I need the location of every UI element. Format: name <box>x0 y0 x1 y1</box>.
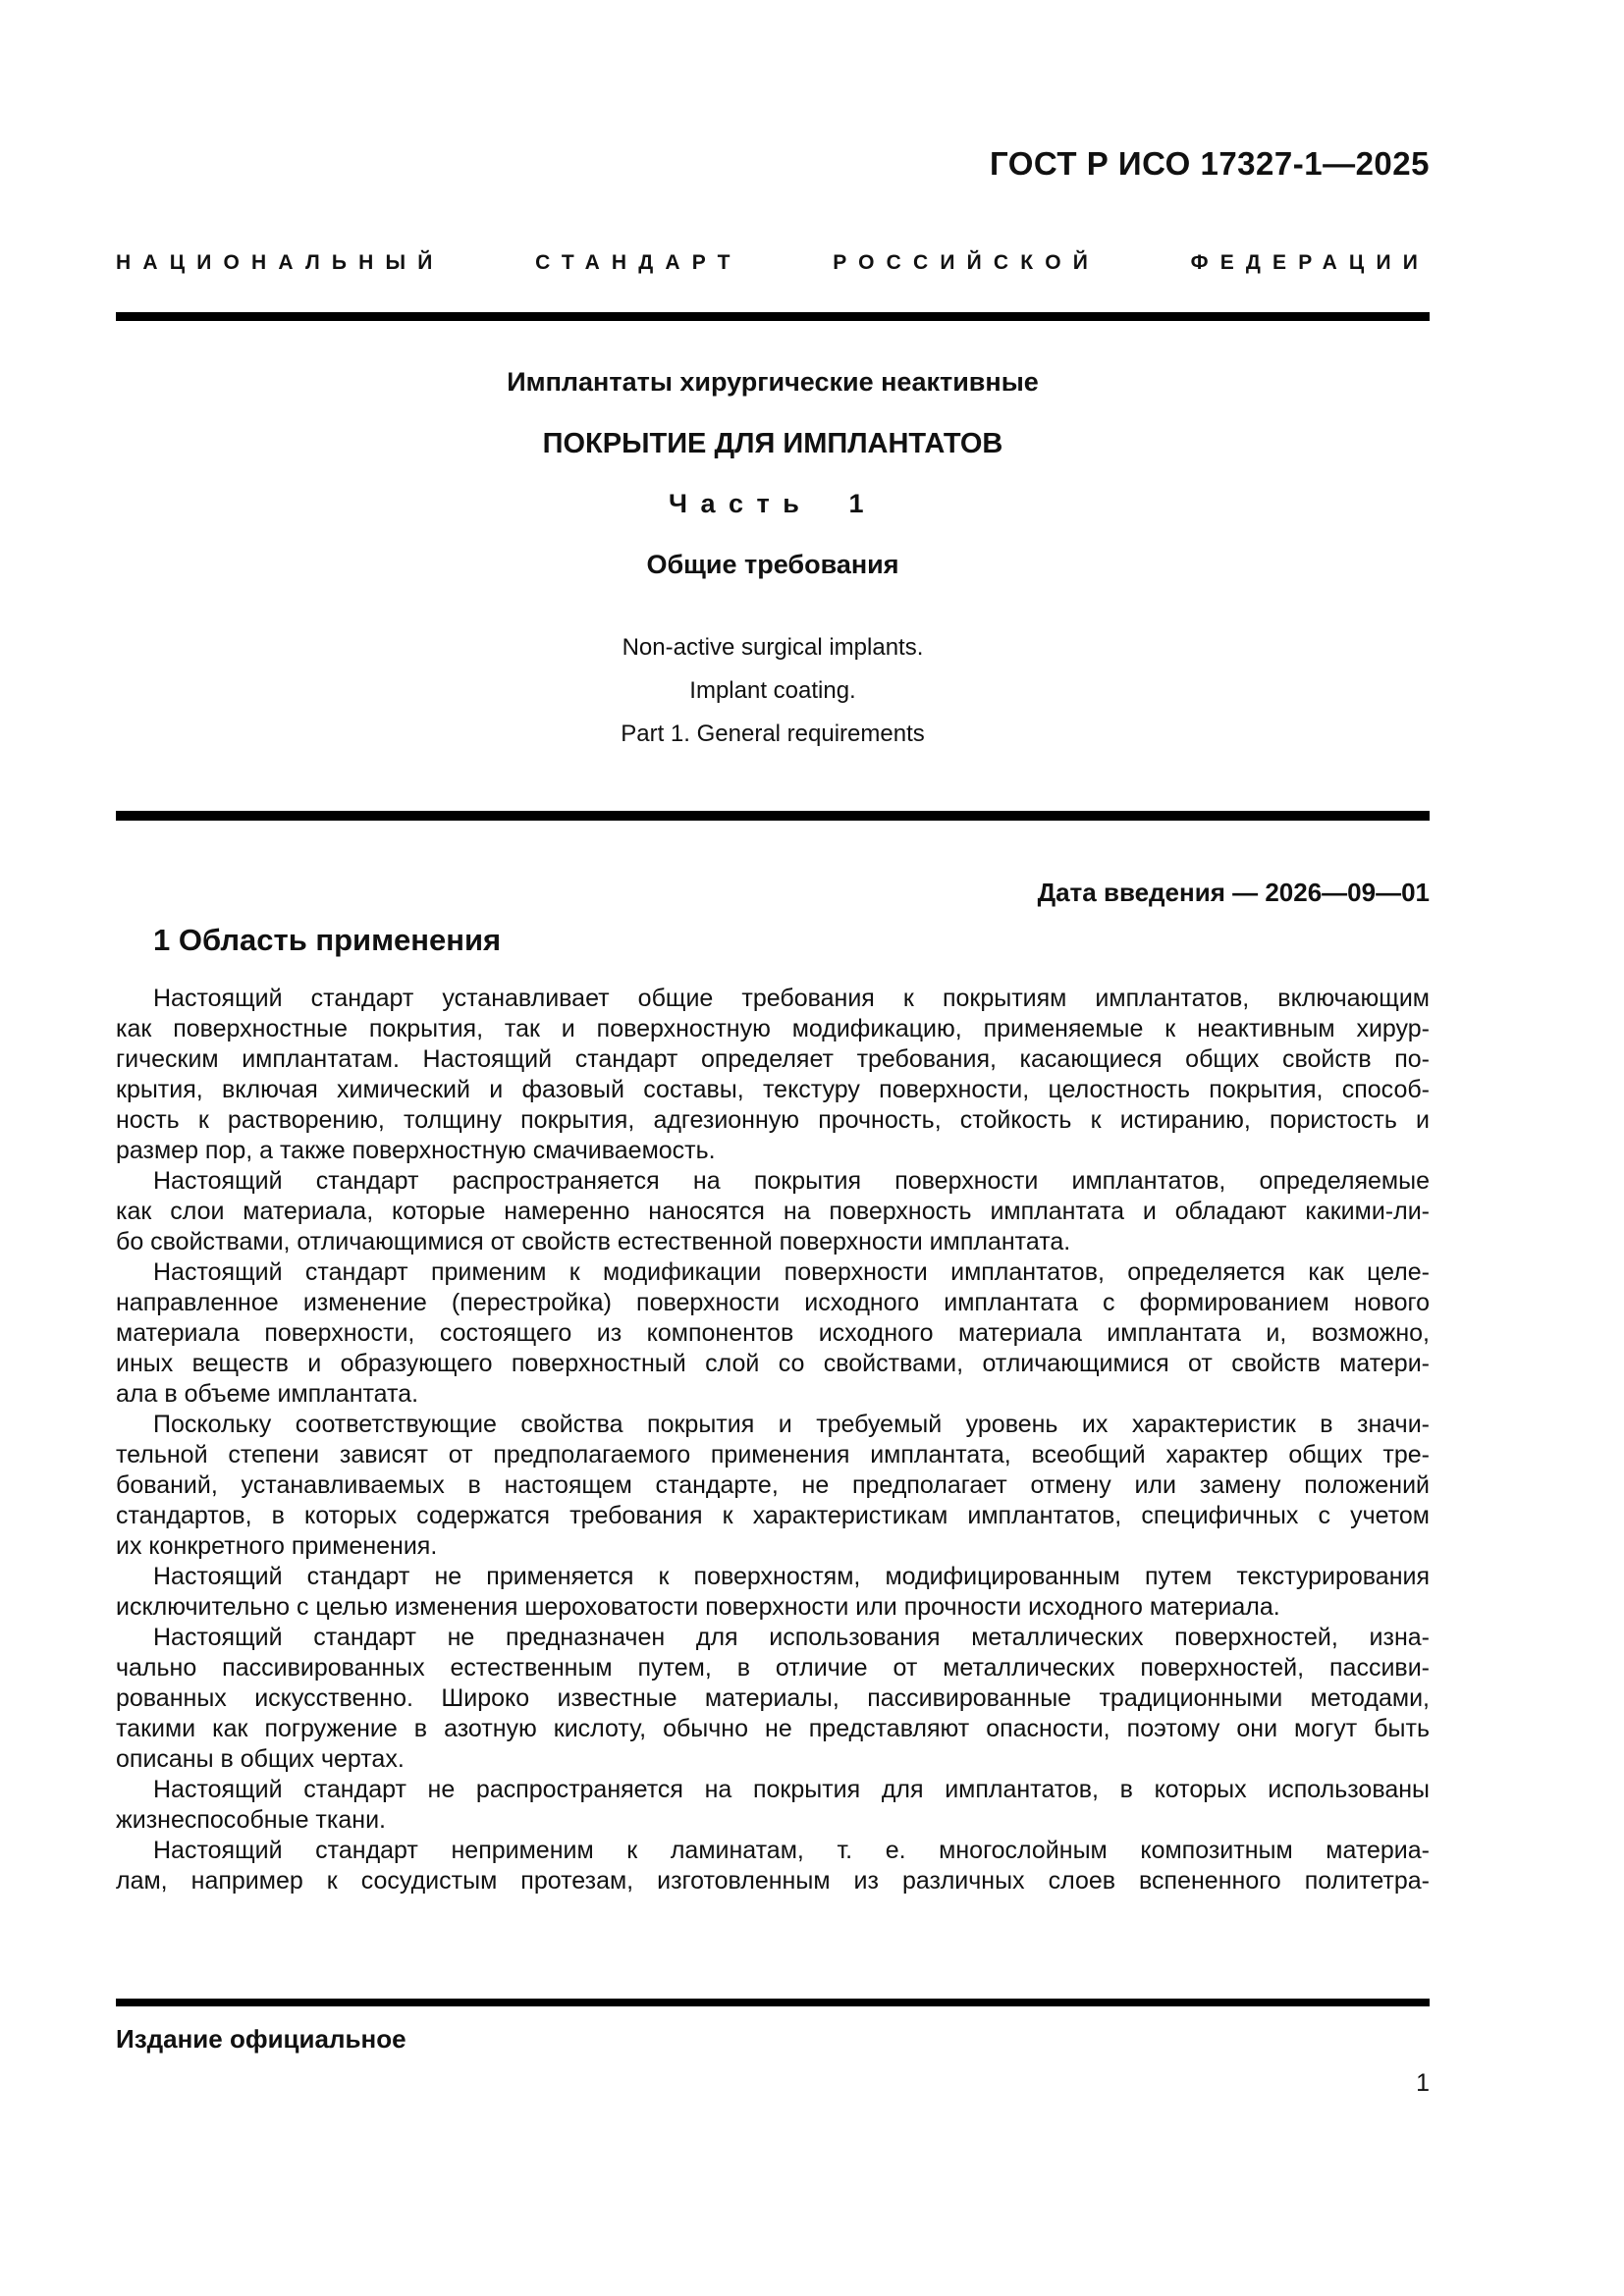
national-standard-banner: НАЦИОНАЛЬНЫЙ СТАНДАРТ РОССИЙСКОЙ ФЕДЕРАЦИИ <box>116 251 1430 274</box>
paragraph <box>116 1257 1430 1410</box>
part-label: Часть 1 <box>668 489 878 518</box>
page-number: 1 <box>1416 2069 1430 2097</box>
middle-rule <box>116 811 1430 821</box>
paragraph <box>116 1562 1430 1623</box>
footer-rule <box>116 1999 1430 2006</box>
section-heading: 1 Область применения <box>153 923 502 957</box>
paragraph-line: стандартов, в которых содержатся требования к характеристикам имплантатов, специфичных с учетом <box>116 1502 1430 1529</box>
paragraph <box>116 1166 1430 1257</box>
paragraph <box>116 1836 1430 1896</box>
official-edition-label: Издание официальное <box>116 2024 406 2054</box>
title-english-line: Non-active surgical implants. <box>622 634 924 661</box>
paragraph-line: Настоящий стандарт не распространяется на покрытия для имплантатов, в которых использованы <box>153 1776 1430 1803</box>
paragraph-line: их конкретного применения. <box>116 1532 438 1560</box>
paragraph-line: лам, например к сосудистым протезам, изготовленным из различных слоев вспененного политетра- <box>116 1867 1430 1895</box>
paragraph-line: Настоящий стандарт применим к модификации поверхности имплантатов, определяется как целе- <box>153 1258 1430 1286</box>
title-english-line: Implant coating. <box>689 677 856 704</box>
paragraph-line: Настоящий стандарт устанавливает общие требования к покрытиям имплантатов, включающим <box>153 985 1430 1012</box>
title-english <box>116 626 1430 756</box>
paragraph-line: Настоящий стандарт неприменим к ламинатам, т. е. многослойным композитным материа- <box>153 1837 1430 1864</box>
paragraph-line: Настоящий стандарт не применяется к поверхностям, модифицированным путем текстурирования <box>153 1563 1430 1590</box>
title-main: ПОКРЫТИЕ ДЛЯ ИМПЛАНТАТОВ <box>542 428 1003 459</box>
paragraph-line: описаны в общих чертах. <box>116 1745 405 1773</box>
paragraph <box>116 1623 1430 1775</box>
document-number: ГОСТ Р ИСО 17327-1—2025 <box>989 145 1430 182</box>
paragraph-line: бований, устанавливаемых в настоящем стандарте, не предполагает отмену или замену положений <box>116 1471 1430 1499</box>
paragraph-line: рованных искусственно. Широко известные материалы, пассивированные традиционными методами, <box>116 1684 1430 1712</box>
paragraph <box>116 1775 1430 1836</box>
title-english-line: Part 1. General requirements <box>621 721 925 747</box>
paragraph-line: гическим имплантатам. Настоящий стандарт определяет требования, касающиеся общих свойств по- <box>116 1045 1430 1073</box>
title-subtitle: Общие требования <box>646 550 899 579</box>
top-rule <box>116 312 1430 321</box>
paragraph-line: Поскольку соответствующие свойства покрытия и требуемый уровень их характеристик в значи- <box>153 1411 1430 1438</box>
paragraph-line: размер пор, а также поверхностную смачиваемость. <box>116 1137 716 1164</box>
paragraph-line: направленное изменение (перестройка) поверхности исходного имплантата с формированием нового <box>116 1289 1430 1316</box>
paragraph-line: как слои материала, которые намеренно наносятся на поверхность имплантата и обладают какими-ли- <box>116 1198 1430 1225</box>
paragraph-line: тельной степени зависят от предполагаемого применения имплантата, всеобщий характер общих тре- <box>116 1441 1430 1468</box>
paragraph-line: чально пассивированных естественным путем, в отличие от металлических поверхностей, пассиви- <box>116 1654 1430 1682</box>
paragraph-line: ала в объеме имплантата. <box>116 1380 419 1408</box>
paragraph-line: Настоящий стандарт распространяется на покрытия поверхности имплантатов, определяемые <box>153 1167 1430 1195</box>
paragraph <box>116 984 1430 1166</box>
title-subject: Имплантаты хирургические неактивные <box>507 367 1039 397</box>
body-text <box>116 984 1430 1896</box>
paragraph-line: ность к растворению, толщину покрытия, адгезионную прочность, стойкость к истиранию, пористость и <box>116 1106 1430 1134</box>
paragraph-line: исключительно с целью изменения шероховатости поверхности или прочности исходного материала. <box>116 1593 1280 1621</box>
paragraph-line: материала поверхности, состоящего из компонентов исходного материала имплантата и, возможно, <box>116 1319 1430 1347</box>
paragraph-line: Настоящий стандарт не предназначен для использования металлических поверхностей, изна- <box>153 1624 1430 1651</box>
paragraph-line: бо свойствами, отличающимися от свойств естественной поверхности имплантата. <box>116 1228 1071 1255</box>
paragraph-line: иных веществ и образующего поверхностный слой со свойствами, отличающимися от свойств матери- <box>116 1350 1430 1377</box>
paragraph-line: такими как погружение в азотную кислоту, обычно не представляют опасности, поэтому они могут быть <box>116 1715 1430 1742</box>
paragraph-line: как поверхностные покрытия, так и поверхностную модификацию, применяемые к неактивным хирур- <box>116 1015 1430 1042</box>
paragraph-line: жизнеспособные ткани. <box>116 1806 386 1834</box>
effective-date: Дата введения — 2026—09—01 <box>1037 878 1430 907</box>
paragraph-line: крытия, включая химический и фазовый составы, текстуру поверхности, целостность покрытия, способ- <box>116 1076 1430 1103</box>
paragraph <box>116 1410 1430 1562</box>
